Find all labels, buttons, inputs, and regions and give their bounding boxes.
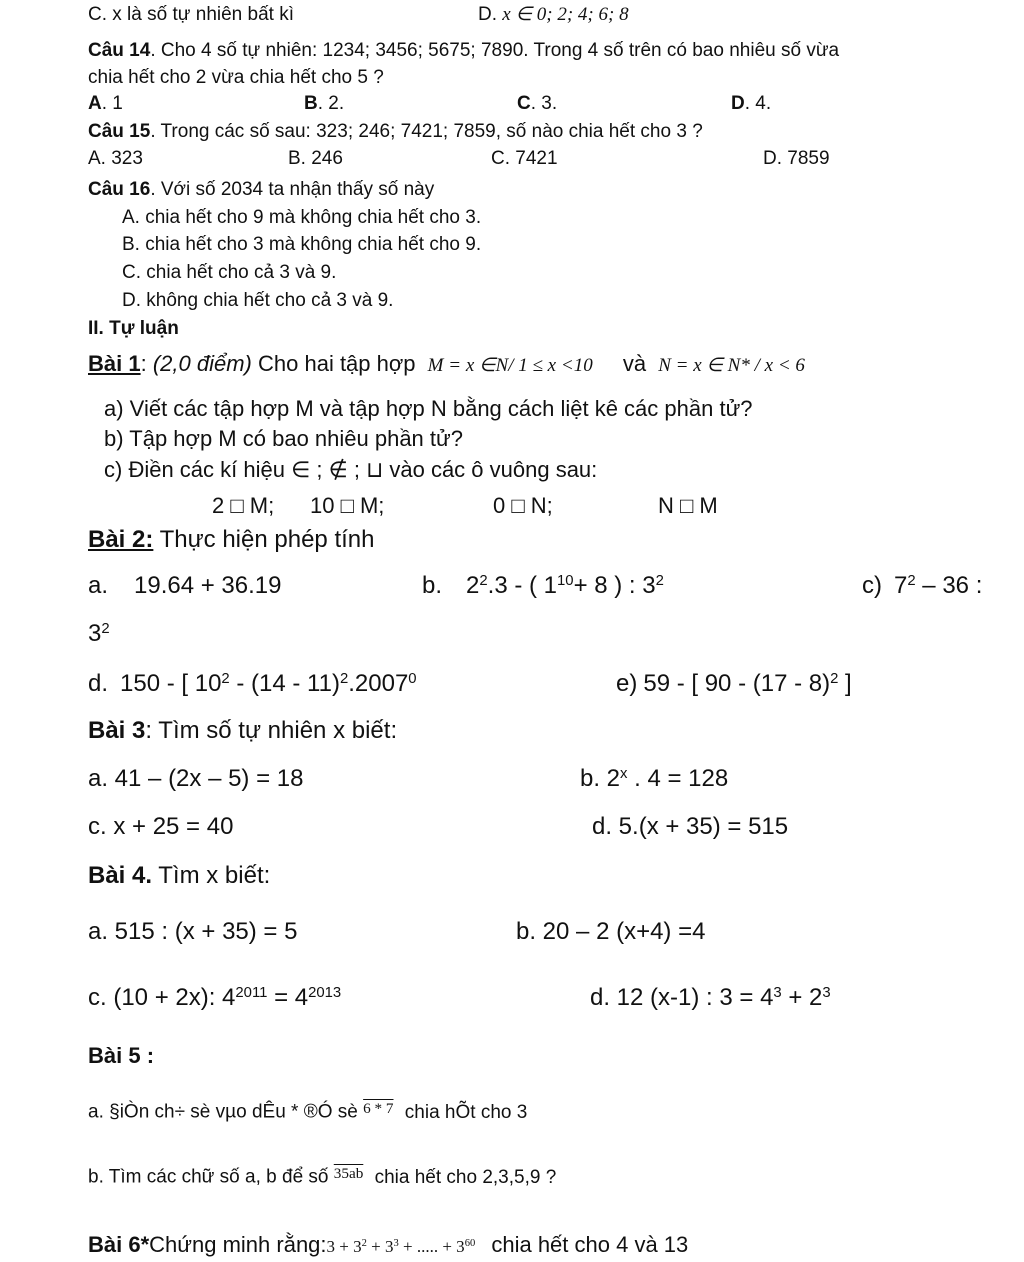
option-d-top: D. x ∈ 0; 2; 4; 6; 8: [478, 4, 629, 25]
bai-3-c: c. x + 25 = 40: [88, 813, 234, 840]
set-n-expression: N = x ∈ N* / x < 6: [658, 355, 805, 376]
bai-3-heading: Bài 3: Tìm số tự nhiên x biết:: [88, 717, 398, 744]
q14-option-a: A. 1: [88, 93, 123, 114]
bai-4-c: c. (10 + 2x): $4^{2011} = 4^{2013}$: [88, 984, 342, 1011]
fill-box-3: 0 □ N;: [493, 493, 553, 518]
bai-2-c: c) $7^2 - 36$ :: [862, 572, 983, 599]
bai-3-b: b. 2$^x$ . 4 = 128: [580, 765, 729, 792]
bai-1-part-c: c) Điền các kí hiệu ∈ ; ∉ ; ⊔ vào các ô vuông sau:: [104, 457, 598, 482]
q16-option-b: B. chia hết cho 3 mà không chia hết cho 9.: [122, 234, 482, 255]
bai-2-b: b. $2^2.3$ - ( $1^{10}+ 8$ ) : $3^2$: [422, 572, 664, 599]
math-set-expression: x ∈ 0; 2; 4; 6; 8: [502, 4, 629, 25]
q16-option-d: D. không chia hết cho cả 3 và 9.: [122, 290, 394, 311]
bai-5-heading: Bài 5 :: [88, 1043, 155, 1068]
bai-1-part-b: b) Tập hợp M có bao nhiêu phần tử?: [104, 426, 463, 451]
q15-option-b: B. 246: [288, 148, 343, 169]
set-m-expression: M = x ∈N/ 1 ≤ x <10: [427, 355, 593, 376]
bai-2-a: a. 19.64 + 36.19: [88, 572, 282, 599]
q16-option-c: C. chia hết cho cả 3 và 9.: [122, 262, 337, 283]
bai-4-d: d. 12 (x-1) : $3 = 4^3 + 2^3$: [590, 984, 831, 1011]
section-heading-tu-luan: II. Tự luận: [88, 318, 179, 339]
option-c-top: C. x là số tự nhiên bất kì: [88, 4, 294, 25]
question-14: Câu 14. Cho 4 số tự nhiên: 1234; 3456; 5675; 7890. Trong 4 số trên có bao nhiêu số vừa: [88, 40, 840, 61]
power-sum-expression: $3 + 3^2 + 3^3$ + ..... + $3^{60}$: [326, 1237, 476, 1256]
overlined-number-35ab: 35ab: [333, 1165, 364, 1182]
bai-1-part-a: a) Viết các tập hợp M và tập hợp N bằng cách liệt kê các phần tử?: [104, 396, 753, 421]
q15-option-c: C. 7421: [491, 148, 558, 169]
bai-5-b: b. Tìm các chữ số a, b để số $^{35ab}$ chia hết cho 2,3,5,9 ?: [88, 1165, 557, 1188]
question-15: Câu 15. Trong các số sau: 323; 246; 7421; 7859, số nào chia hết cho 3 ?: [88, 121, 703, 142]
fill-box-2: 10 □ M;: [310, 493, 385, 518]
bai-6: Bài 6*Chứng minh rằng:3 + $3^2 + 3^3$ + ..... + $3^{60}$ chia hết cho 4 và 13: [88, 1232, 689, 1257]
fill-box-4: N □ M: [658, 493, 718, 518]
bai-4-b: b. 20 – 2 (x+4) =4: [516, 918, 706, 945]
q16-option-a: A. chia hết cho 9 mà không chia hết cho 3.: [122, 207, 482, 228]
bai-2-d: d. 150 - [ $10^2 - (14 - 11)^2.2007^0$: [88, 670, 417, 697]
q15-option-a: A. 323: [88, 148, 143, 169]
bai-5-a: a. §iÒn ch÷ sè vµo dÊu * ®Ó sè $^{6 * 7}$ chia hÕt cho 3: [88, 1100, 528, 1123]
bai-2-c-continued: $3^2$: [88, 620, 110, 647]
fill-box-1: 2 □ M;: [212, 493, 275, 518]
overlined-number-6x7: 6 * 7: [363, 1100, 394, 1117]
bai-2-heading: Bài 2: Thực hiện phép tính: [88, 526, 375, 553]
bai-1-heading: Bài 1: (2,0 điểm) Cho hai tập hợp M = x ∈N/ 1 ≤ x <10 và N = x ∈ N* / x < 6: [88, 351, 805, 376]
bai-4-a: a. 515 : (x + 35) = 5: [88, 918, 298, 945]
bai-3-a: a. 41 – (2x – 5) = 18: [88, 765, 304, 792]
bai-2-e: e) 59 - [ 90 - (17 - 8)$^2$ ]: [616, 670, 852, 697]
q15-option-d: D. 7859: [763, 148, 830, 169]
bai-3-d: d. 5.(x + 35) = 515: [592, 813, 789, 840]
q14-option-d: D. 4.: [731, 93, 772, 114]
q14-option-c: C. 3.: [517, 93, 558, 114]
question-14-line2: chia hết cho 2 vừa chia hết cho 5 ?: [88, 67, 384, 88]
bai-4-heading: Bài 4. Tìm x biết:: [88, 862, 271, 889]
q14-option-b: B. 2.: [304, 93, 345, 114]
question-16: Câu 16. Với số 2034 ta nhận thấy số này: [88, 179, 435, 200]
